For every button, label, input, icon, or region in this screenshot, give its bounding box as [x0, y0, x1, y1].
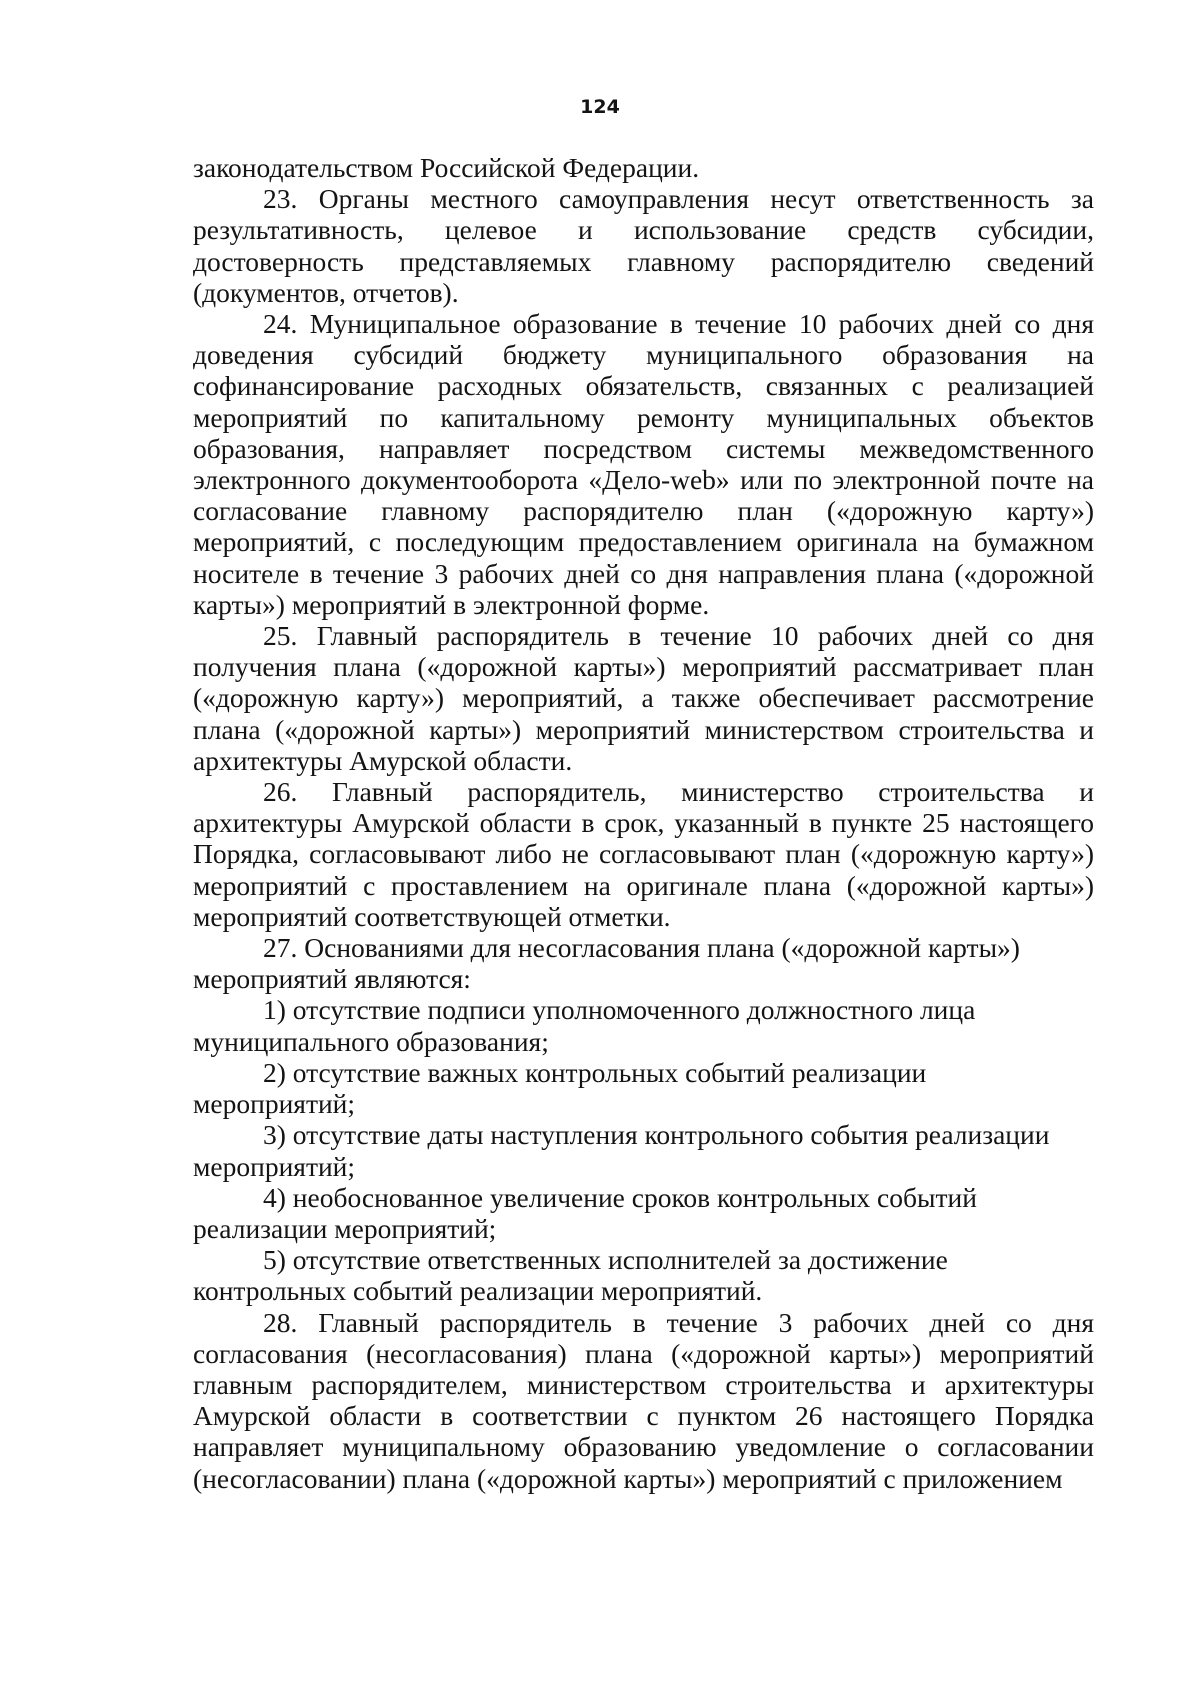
list-item-3: 3) отсутствие даты наступления контрольного события реализации мероприятий; — [193, 1119, 1050, 1182]
list-item-1: 1) отсутствие подписи уполномоченного должностного лица муниципального образования; — [193, 994, 976, 1057]
paragraph-item-26: 26. Главный распорядитель, министерство строительства и архитектуры Амурской области в срок, указанный в пункте 25 настоящего Порядка, согласовывают либо не согласовывают план («дорожную карту») мероприятий с проставлением на оригинале плана («дорожной карты») мероприятий соответствующей отметки. — [193, 776, 1094, 932]
paragraph-item-28: 28. Главный распорядитель в течение 3 рабочих дней со дня согласования (несогласования) плана («дорожной карты») мероприятий главным распорядителем, министерством строительства и архитектуры Амурской области в соответствии с пунктом 26 настоящего Порядка направляет муниципальному образованию уведомление о согласовании (несогласовании) плана («дорожной карты») мероприятий с приложением — [193, 1306, 1094, 1494]
list-item-2: 2) отсутствие важных контрольных событий реализации мероприятий; — [193, 1056, 927, 1120]
paragraph-item-23: 23. Органы местного самоуправления несут ответственность за результативность, целевое и использование средств субсидии, достоверность представляемых главному распорядителю сведений (документов, отчетов). — [193, 183, 1094, 308]
list-item-5: 5) отсутствие ответственных исполнителей за достижение контрольных событий реализации мероприятий. — [193, 1244, 948, 1307]
paragraph-item-27: 27. Основаниями для несогласования плана («дорожной карты») мероприятий являются: — [193, 932, 1020, 995]
paragraph-continuation: законодательством Российской Федерации. — [193, 152, 700, 183]
paragraph-item-24: 24. Муниципальное образование в течение 10 рабочих дней со дня доведения субсидий бюджету муниципального образования на софинансирование расходных обязательств, связанных с реализацией мероприятий по капитальному ремонту муниципальных объектов образования, направляет посредством системы межведомственного электронного документооборота «Дело-web» или по электронной почте на согласование главному распорядителю план («дорожную карту») мероприятий, с последующим предоставлением оригинала на бумажном носителе в течение 3 рабочих дней со дня направления плана («дорожной карты») мероприятий в электронной форме. — [193, 308, 1094, 620]
page-number: 124 — [580, 96, 620, 118]
document-body — [193, 152, 1094, 1494]
list-item-4: 4) необоснованное увеличение сроков контрольных событий реализации мероприятий; — [193, 1181, 977, 1244]
paragraph-item-25: 25. Главный распорядитель в течение 10 рабочих дней со дня получения плана («дорожной карты») мероприятий рассматривает план («дорожную карту») мероприятий, а также обеспечивает рассмотрение плана («дорожной карты») мероприятий министерством строительства и архитектуры Амурской области. — [193, 620, 1094, 776]
